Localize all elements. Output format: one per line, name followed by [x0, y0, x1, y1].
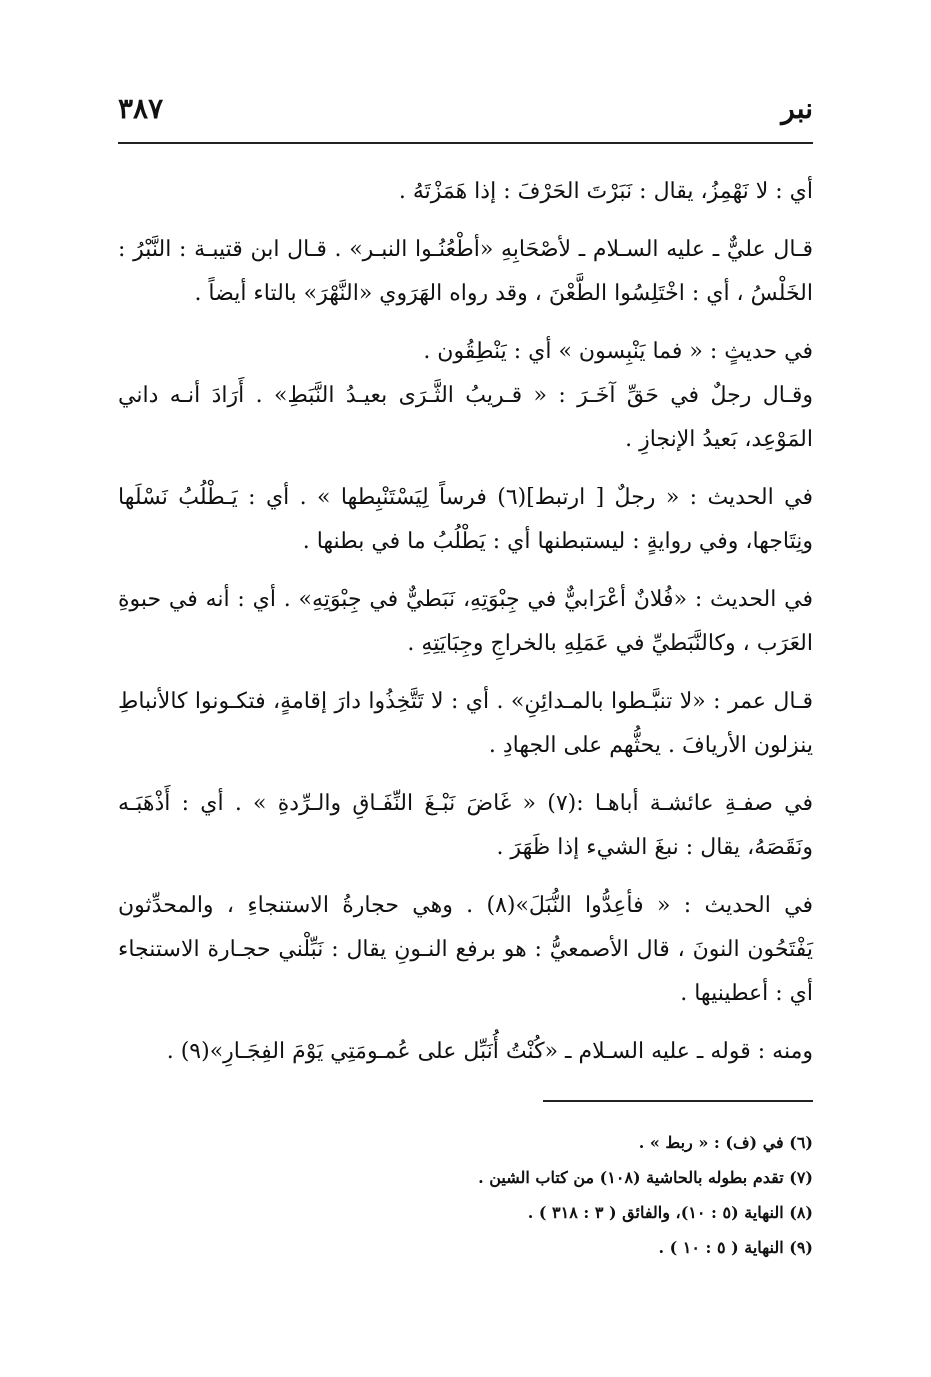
paragraph: في الحديث : « رجلٌ [ ارتبط](٦) فرساً لِيَسْتَنْبِطها » . أي : يَـطْلُبُ نَسْلَها ونِتَاجها، وفي روايةٍ : ليستبطنها أي : يَطْلُبُ ما في بطنها .: [118, 485, 813, 554]
footnote-separator: [543, 1100, 813, 1102]
paragraph: قـال عليٌّ ـ عليه السـلام ـ لأصْحَابِهِ «أطْعُنُـوا النبـر» . قـال ابن قتيبـة : النَّبْرُ : الخَلْسُ ، أي : اخْتَلِسُوا الطَّعْنَ ، وقد رواه الهَرَوي «النَّهْرَ» بالتاء أيضاً .: [118, 237, 813, 306]
paragraph: أي : لا نَهْمِزُ، يقال : نَبَرْتَ الحَرْفَ : إذا هَمَزْتَهُ .: [398, 179, 813, 204]
page-number: ٣٨٧: [118, 92, 164, 125]
footnote: (٨) النهاية (٥ : ١٠)، والفائق ( ٣ : ٣١٨ ) .: [527, 1203, 813, 1222]
footnote: (٩) النهاية ( ٥ : ١٠ ) .: [658, 1238, 813, 1257]
footnote: (٦) في (ف) : « ربط » .: [638, 1133, 813, 1152]
footnote: (٧) تقدم بطوله بالحاشية (١٠٨) من كتاب الشين .: [478, 1168, 813, 1187]
running-header: [118, 82, 813, 144]
paragraph: في حديثٍ : « فما يَنْبِسون » أي : يَنْطِقُون .: [423, 339, 813, 364]
paragraph: في الحديث : « فأعِدُّوا النُّبَلَ»(٨) . وهي حجارةُ الاستنجاءِ ، والمحدِّثون يَفْتَحُون النونَ ، قال الأصمعيُّ : هو برفع النـونِ يقال : نَبِّلْني حجـارة الاستنجاء أي : أعطينيها .: [118, 893, 813, 1006]
paragraph: في صفـةِ عائشـة أباهـا :(٧) « غَاضَ نَبْـغَ النِّفَـاقِ والـرِّدةِ » . أي : أَذْهَبَـه ونَقَصَهُ، يقال : نبغَ الشيء إذا ظَهَرَ .: [118, 791, 813, 860]
paragraph: قـال عمر : «لا تنبَّـطوا بالمـدائِنِ» . أي : لا تَتَّخِذُوا دارَ إقامةٍ، فتكـونوا كالأنباطِ ينزلون الأريافَ . يحثُّهم على الجهادِ .: [118, 689, 813, 758]
header-title: نبر: [781, 92, 813, 125]
footnotes: [118, 1125, 813, 1265]
paragraph: في الحديث : «فُلانٌ أعْرَابيٌّ في جِبْوَتِهِ، نَبَطيٌّ في جِبْوَتِهِ» . أي : أنه في حبوةِ العَرَب ، وكالنَّبَطيِّ في عَمَلِهِ بالخراجِ وجِبَايَتِهِ .: [118, 587, 813, 656]
main-text: [118, 170, 813, 1088]
paragraph: وقـال رجلٌ في حَقِّ آخَـرَ : « قـريبُ الثَّـرَى بعيـدُ النَّبَطِ» . أَرَادَ أنـه داني المَوْعِد، بَعيدُ الإنجازِ .: [118, 383, 813, 452]
paragraph: ومنه : قوله ـ عليه السـلام ـ «كُنْتُ أُنَبِّل على عُمـومَتِي يَوْمَ الفِجَـارِ»(٩) .: [166, 1039, 813, 1064]
